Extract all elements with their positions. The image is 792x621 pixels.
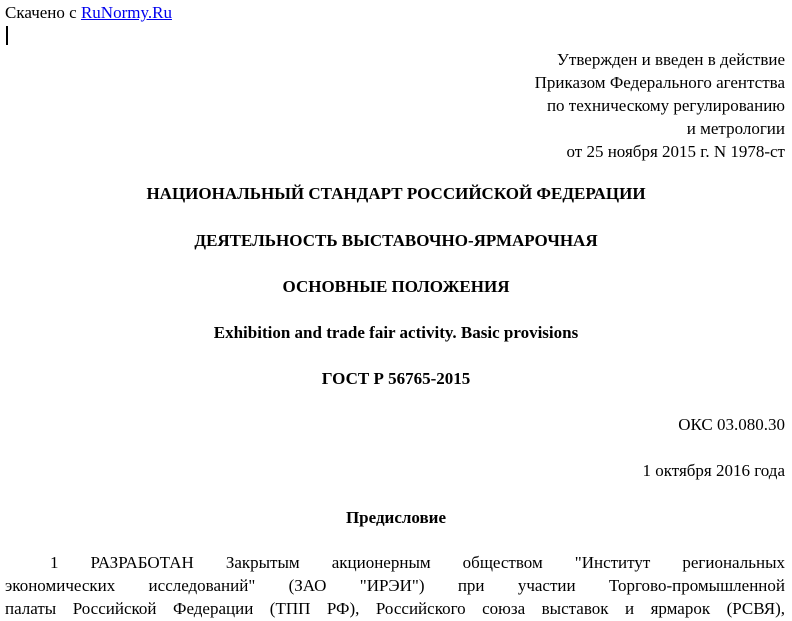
approval-line: по техническому регулированию — [546, 96, 785, 115]
oks-code: ОКС 03.080.30 — [678, 415, 785, 434]
text-cursor — [6, 26, 8, 45]
paragraph-line: палаты Российской Федерации (ТПП РФ), Российского союза выставок и ярмарок (РСВЯ), — [5, 599, 785, 618]
paragraph-line: экономических исследований" (ЗАО "ИРЭИ") при участии Торгово-промышленной — [5, 576, 785, 595]
approval-line: Приказом Федерального агентства — [534, 73, 785, 92]
download-prefix: Скачено с — [5, 3, 81, 22]
approval-block — [535, 48, 785, 163]
approval-line: от 25 ноября 2015 г. N 1978-ст — [566, 142, 785, 161]
approval-line: Утвержден и введен в действие — [556, 50, 785, 69]
standard-designation: ГОСТ Р 56765-2015 — [321, 369, 471, 388]
activity-heading: ДЕЯТЕЛЬНОСТЬ ВЫСТАВОЧНО-ЯРМАРОЧНАЯ — [194, 231, 598, 250]
approval-line: и метрологии — [686, 119, 785, 138]
foreword-heading: Предисловие — [345, 508, 447, 527]
runormy-link[interactable]: RuNormy.Ru — [80, 3, 172, 22]
paragraph-line: 1 РАЗРАБОТАН Закрытым акционерным обществом "Институт региональных — [50, 553, 785, 572]
national-standard-heading: НАЦИОНАЛЬНЫЙ СТАНДАРТ РОССИЙСКОЙ ФЕДЕРАЦИИ — [146, 184, 646, 203]
foreword-paragraph — [5, 551, 785, 620]
effective-date: 1 октября 2016 года — [642, 461, 785, 480]
download-source-line — [5, 3, 172, 23]
english-title-heading: Exhibition and trade fair activity. Basic provisions — [213, 323, 579, 342]
subtitle-heading: ОСНОВНЫЕ ПОЛОЖЕНИЯ — [282, 277, 510, 296]
